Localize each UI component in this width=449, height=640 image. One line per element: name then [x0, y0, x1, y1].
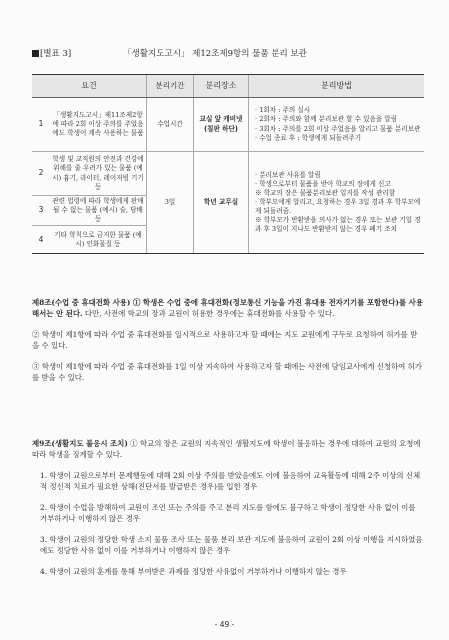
page-number: - 49 - — [214, 620, 235, 629]
article-9-item: 3. 학생이 교원의 정당한 학생 소지 물품 조사 또는 물품 분리 보관 지도에 불응하여 교원이 2회 이상 이행을 지시하였음에도 정당한 사유 없이 이를 거부하거나 이행하지 않은 경우 — [40, 534, 423, 556]
table-row — [32, 98, 424, 152]
article-9-heading: 제9조(생활지도 불응시 조치) — [32, 439, 128, 448]
method-line: · 학생으로부터 물품을 받아 학교의 장에게 신고 — [255, 179, 391, 188]
method-line: ※ 학교의 장은 물품분리보관 일지를 작성 관리함 — [255, 189, 396, 197]
table-row — [32, 152, 424, 196]
article-8-heading-rest: 다만, 사전에 학교의 장과 교원이 허용한 경우에는 휴대전화를 사용할 수 있다. — [82, 309, 335, 319]
header-place: 분리장소 — [194, 75, 249, 98]
article-9 — [32, 438, 424, 577]
article-8-paragraph-1 — [32, 297, 424, 320]
time-class: 수업시간 — [147, 98, 194, 152]
method-top — [249, 98, 425, 152]
article-9-heading-rest: ① 학교의 장은 교원의 지속적인 생활지도에 학생이 불응하는 경우에 대하여 교원의 요청에 따라 학생을 징계할 수 있다. — [32, 439, 421, 460]
table-header-row — [32, 75, 424, 98]
row-number: 4 — [32, 226, 50, 254]
row-number: 2 — [32, 152, 50, 196]
time-days: 3일 — [147, 152, 194, 254]
method-line: · 2회차 : 주의와 함께 분리보관 할 수 있음을 알림 — [255, 115, 398, 124]
method-line: ※ 학부모가 반환받을 의사가 없는 경우 또는 보관 기일 경과 후 3일이 지나도 반환받지 않는 경우 폐기 조치 — [255, 216, 421, 234]
method-line: · 수업 종료 후 : 학생에게 되돌려주기 — [255, 133, 362, 142]
row-condition: 관련 법령에 따라 학생에게 판매될 수 없는 물품 (예시) 술, 담배 등 — [50, 196, 147, 226]
header-time: 분리기간 — [147, 75, 194, 98]
article-8-paragraph-2: ② 학생이 제1항에 따라 수업 중 휴대전화를 일시적으로 사용하고자 할 때에는 지도 교원에게 구두로 요청하여 허가를 받을 수 있다. — [32, 329, 418, 351]
method-line: · 3회차 : 주의를 2회 이상 주었음을 알리고 물품 분리보관 — [255, 124, 421, 133]
separation-table — [32, 74, 424, 254]
row-number: 1 — [32, 98, 50, 152]
header-method: 분리방법 — [249, 75, 425, 98]
article-9-item: 1. 학생이 교원으로부터 문제행동에 대해 2회 이상 주의를 받았음에도 이에 불응하여 교육활동에 대해 2주 이상의 신체적 정신적 치료가 필요한 상해(진단서를 발급받은 경우)를 입힌 경우 — [40, 470, 421, 492]
article-8-heading: 제8조(수업 중 휴대전화 사용) ① 학생은 수업 중에 휴대전화(정보통신 기능을 가진 휴대용 전자기기를 포함한다)를 사용해서는 안 된다. — [32, 298, 423, 319]
square-bullet-icon — [32, 50, 39, 57]
article-8-paragraph-3: ③ 학생이 제1항에 따라 수업 중 휴대전화를 1일 이상 지속하여 사용하고자 할 때에는 사전에 담임교사에게 신청하여 허가를 받을 수 있다. — [32, 361, 422, 383]
annex-tag: [별표 3] — [40, 49, 72, 59]
row-condition: 기타 학칙으로 금지한 물품 (예시) 인화물질 등 — [50, 226, 147, 254]
place-office: 학년 교무실 — [194, 152, 249, 254]
article-9-paragraph-1 — [32, 438, 424, 461]
method-line: · 분리보관 사유를 알림 — [255, 170, 321, 179]
method-bottom — [249, 152, 425, 254]
article-9-item: 4. 학생이 교원의 훈계를 통해 부여받은 과제를 정당한 사유없이 거부하거나 이행하지 않는 경우 — [40, 566, 347, 576]
method-line: · 1회차 : 주의 실시 — [255, 106, 311, 115]
row-number: 3 — [32, 196, 50, 226]
place-cabinet: 교실 앞 캐비넷 (칠판 하단) — [194, 98, 249, 152]
annex-header — [32, 47, 307, 59]
article-9-item: 2. 학생이 수업을 방해하여 교원이 조언 또는 주의를 주고 분리 지도를 함에도 불구하고 학생이 정당한 사유 없이 이를 거부하거나 이행하지 않은 경우 — [40, 502, 416, 524]
article-8 — [32, 297, 424, 384]
row-condition: 학생 및 교직원의 안전과 건강에 위해를 줄 우려가 있는 물품 (예시) 흉기, 라이터, 레이저빔 기기 등 — [50, 152, 147, 196]
row-condition: 「생활지도고시」제11조제2항에 따라 2회 이상 주의를 주었음에도 학생이 계속 사용하는 물품 — [50, 98, 147, 152]
method-line: · 학부모에게 알리고, 요청하는 경우 3일 경과 후 학부모에게 되돌려줌. — [255, 198, 421, 216]
annex-title: 「생활지도고시」 제12조제9항의 물품 분리 보관 — [123, 49, 307, 59]
header-cond: 요건 — [32, 75, 147, 98]
